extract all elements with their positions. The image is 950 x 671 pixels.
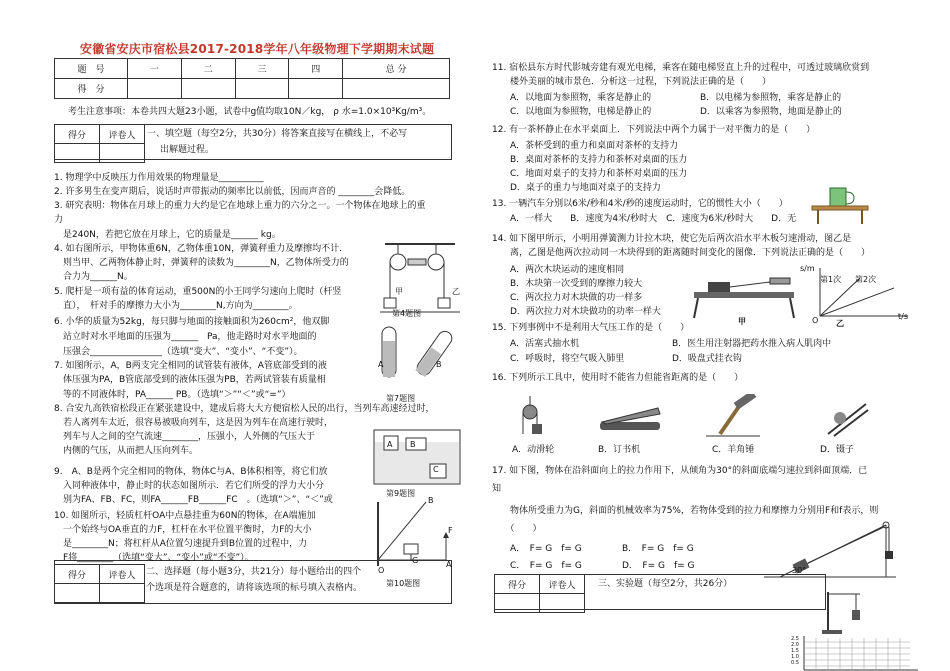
fig10-label: A xyxy=(446,560,452,569)
q14-fig-label: 第2次 xyxy=(855,275,877,284)
q11-stem-2: 楼外美丽的城市景色．分析这一过程，下列说法正确的是（ ） xyxy=(492,77,772,87)
section1-header: 一、填空题（每空2分，共30分）将答案直接写在横线上，不必写 xyxy=(147,129,408,139)
score-cell xyxy=(343,79,450,99)
q14-stem-2: 离，乙图是他两次拉动同一木块得到的距离随时间变化的图像．下列说法正确的是（ ） xyxy=(492,248,871,258)
q14-fig-yi-distance-time-graph xyxy=(812,264,912,324)
score-header-cell: 总 分 xyxy=(343,59,450,79)
fig9-label: B xyxy=(410,440,416,449)
section3-header: 三、实验题（每空2分，共26分） xyxy=(598,579,733,589)
q17-option: B． F= G f= G xyxy=(622,544,694,554)
page-title: 安徽省安庆市宿松县2017-2018学年八年级物理下学期期末试题 xyxy=(80,42,435,56)
q16-stem: 16. 下列所示工具中，使用时不能省力但能省距离的是（ ） xyxy=(492,373,744,383)
q4-line: 4. 如右图所示，甲物体重6N，乙物体重10N，弹簧秤重力及摩擦均不计. xyxy=(54,244,342,254)
section1-header-2: 出解题过程。 xyxy=(160,145,215,155)
score-header-cell: 三 xyxy=(235,59,289,79)
grader-label: 得分 xyxy=(55,125,100,144)
experiment-graph-grid xyxy=(790,634,920,671)
q17-incline-diagram xyxy=(760,515,900,581)
fig7-caption: 第7题图 xyxy=(386,394,416,403)
q16-option: B．订书机 xyxy=(598,445,641,455)
fig7-label: A xyxy=(378,360,384,369)
q7-line-3: 等的不同液体时，PA______ PB。（选填“＞”“＜”或“=”） xyxy=(54,390,291,400)
q14-fig-label: t/s xyxy=(898,312,908,321)
q11-option: C．以地面为参照物，电梯是静止的 xyxy=(510,107,652,117)
q7-line: 7. 如图所示，A，B两支完全相同的试管装有液体，A管底部受到的液 xyxy=(54,361,327,371)
fig9-caption: 第9题图 xyxy=(386,489,416,498)
q5-line: 5. 爬杆是一项有益的体育运动，重500N的小王同学匀速向上爬时（杆竖 xyxy=(54,287,342,297)
section2-header: 二、选择题（每小题3分，共21分）每小题给出的四个 xyxy=(146,567,362,577)
q6-line-2: 站立时对水平地面的压强为______ Pa，他走路时对水平地面的 xyxy=(54,332,317,342)
score-table xyxy=(54,58,450,99)
fig4-caption: 第4题图 xyxy=(392,309,422,318)
q15-option: B．医生用注射器把药水推入病人肌肉中 xyxy=(672,339,832,349)
q11-option: A．以地面为参照物，乘客是静止的 xyxy=(510,93,652,103)
grader-label: 得分 xyxy=(55,565,100,584)
fig9-label: A xyxy=(387,440,393,449)
q14-option: D．两次拉力对木块做功的功率一样大 xyxy=(510,307,661,317)
q8-line-4: 内侧的气压，从而把人压向列车。 xyxy=(54,446,199,456)
q10-line: 10. 如图所示，轻质杠杆OA中点悬挂重为60N的物体，在A端施加 xyxy=(54,511,316,521)
q9-line-2: 入同种液体中，静止时的状态如图所示．若它们所受的浮力大小分 xyxy=(54,481,325,491)
q13-options: A．一样大 B．速度为4米/秒时大 C．速度为6米/秒时大 D．无 xyxy=(510,214,797,224)
q14-option: C．两次拉力对木块做的功一样多 xyxy=(510,293,643,303)
q9-line: 9. A、B是两个完全相同的物体，物体C与A、B体积相等，将它们放 xyxy=(54,467,328,477)
q16-option: A．动滑轮 xyxy=(512,445,555,455)
q8-line: 8. 合安九高铁宿松段正在紧张建设中，建成后将大大方便宿松人民的出行，当列车高速经过时， xyxy=(54,404,435,414)
q12-stem: 12. 有一茶杯静止在水平桌面上．下列说法中两个力属于一对平衡力的是（ ） xyxy=(492,125,816,135)
q12-option: D．桌子的重力与地面对桌子的支持力 xyxy=(510,183,661,193)
q15-stem: 15. 下列事例中不是利用大气压工作的是（ ） xyxy=(492,323,690,333)
q4-line-2: 则当甲、乙两物体静止时，弹簧秤的读数为________N，乙物体所受力的 xyxy=(54,258,349,268)
q14-fig-label: 甲 xyxy=(738,317,746,326)
fig4-label: 乙 xyxy=(452,287,460,296)
q12-option: A．茶杯受到的重力和桌面对茶杯的支持力 xyxy=(510,141,679,151)
grader-label: 得分 xyxy=(495,575,540,594)
q14-fig-label: 乙 xyxy=(836,319,844,328)
graph-tick-label: 2.0 xyxy=(791,642,799,648)
q16-option: C．羊角锤 xyxy=(712,445,755,455)
q12-cup-on-table-image xyxy=(810,186,870,226)
q5-line-2: 直）， 杆对手的摩擦力大小为________N,方向为________。 xyxy=(54,301,298,311)
q1-line: 1. 物理学中反映压力作用效果的物理量是__________ xyxy=(54,173,264,183)
fig4-label: 甲 xyxy=(395,287,403,296)
fig10-label: O xyxy=(378,566,385,575)
q3-line-2: 力 xyxy=(54,215,64,225)
q14-stem: 14. 如下图甲所示，小明用弹簧测力计拉木块，使它先后两次沿水平木板匀速滑动，图乙是 xyxy=(492,234,852,244)
q14-option: A．两次木块运动的速度相同 xyxy=(510,265,625,275)
q8-line-2: 若人离列车太近，很容易被吸向列车，这是因为列车在高速行驶时， xyxy=(54,418,334,428)
stapler-icon xyxy=(600,408,660,430)
grader-label: 评卷人 xyxy=(100,565,145,584)
q3-line-3: 是240N，若把它放在月球上，它的质量是______ kg。 xyxy=(54,230,281,240)
q2-line: 2. 许多男生在变声期后，说话时声带振动的频率比以前低，因而声音的 ________会降低。 xyxy=(54,187,411,197)
q17-stem-4: （ ） xyxy=(492,524,542,534)
q14-fig-label: 第1次 xyxy=(820,275,842,284)
fig10-caption: 第10题图 xyxy=(386,579,421,588)
q6-line: 6. 小华的质量为52kg，每只脚与地面的接触面积为260cm²，他双脚 xyxy=(54,317,330,327)
q17-stem: 17. 如下图，物体在沿斜面向上的拉力作用下，从倾角为30°的斜面底端匀速拉到斜面顶端．已 xyxy=(492,466,868,476)
q14-option: B．木块第一次受到的摩擦力较大 xyxy=(510,279,643,289)
q15-option: C．呼吸时，将空气吸入肺里 xyxy=(510,354,625,364)
q15-option: A．活塞式抽水机 xyxy=(510,339,580,349)
q17-stem-2: 知 xyxy=(492,484,502,494)
q17-angle-label: 30° xyxy=(792,566,807,575)
q17-option: A． F= G f= G xyxy=(510,544,582,554)
score-header-cell: 二 xyxy=(181,59,235,79)
fig10-label: G xyxy=(412,556,419,565)
q10-line-3: 是________N；将杠杆从A位置匀速提升到B位置的过程中，力 xyxy=(54,539,308,549)
pulley-icon xyxy=(523,396,542,434)
q11-option: D．以乘客为参照物，地面是静止的 xyxy=(700,107,842,117)
q14-fig-jia-block-on-board xyxy=(690,262,800,322)
fig10-label: B xyxy=(428,496,434,505)
score-header-cell: 四 xyxy=(289,59,343,79)
experiment-apparatus-image xyxy=(820,590,880,635)
q9-line-3: 别为FA、FB、FC，则FA______FB______FC 。（选填“＞”、“＜”或 xyxy=(54,495,333,505)
q17-option: C． F= G f= G xyxy=(510,561,582,571)
grader-label: 评卷人 xyxy=(100,125,145,144)
tweezers-icon xyxy=(828,404,868,436)
q7-line-2: 体压强为PA，B管底部受到的液体压强为PB，若两试管装有质量相 xyxy=(54,375,326,385)
section2-header-2: 个选项是符合题意的，请将该选项的标号填入表格内。 xyxy=(146,583,363,593)
score-cell xyxy=(235,79,289,99)
fig10-label: F xyxy=(448,526,453,535)
q11-stem: 11. 宿松县东方时代影城旁建有观光电梯，乘客在随电梯竖直上升的过程中，可透过玻璃欣赏到 xyxy=(492,63,870,73)
q11-option: B．以电梯为参照物，乘客是静止的 xyxy=(700,93,842,103)
graph-tick-label: 1.0 xyxy=(791,654,799,660)
score-cell xyxy=(181,79,235,99)
q6-line-3: 压强会________________（选填“变大”、“变小”、“不变”）。 xyxy=(54,347,303,357)
graph-tick-label: 1.5 xyxy=(791,648,799,654)
q17-stem-3: 物体所受重力为G，斜面的机械效率为75%，若物体受到的拉力和摩擦力分别用F和f表示，则 xyxy=(492,506,879,516)
q16-option: D．镊子 xyxy=(820,445,854,455)
score-header-cell: 一 xyxy=(128,59,182,79)
q13-stem: 13. 一辆汽车分别以6米/秒和4米/秒的速度运动时，它的惯性大小（ ） xyxy=(492,199,788,209)
q4-line-3: 合力为______N。 xyxy=(54,272,133,282)
score-cell xyxy=(289,79,343,99)
q8-line-3: 列车与人之间的空气流速________，压强小，人外侧的气压大于 xyxy=(54,432,316,442)
q10-line-4: F将________（选填“变大”、“变小”或“不变”）。 xyxy=(54,553,254,563)
graph-tick-label: 2.5 xyxy=(791,636,799,642)
score-cell xyxy=(128,79,182,99)
fig7-testtubes-diagram xyxy=(372,325,472,385)
grader-label: 评卷人 xyxy=(540,575,585,594)
score-row-label: 得 分 xyxy=(55,79,128,99)
score-header-cell: 题 号 xyxy=(55,59,128,79)
q16-tools-images xyxy=(510,394,910,444)
q14-fig-label: s/m xyxy=(800,264,815,273)
q17-option: D． F= G f= G xyxy=(622,561,695,571)
notice: 考生注意事项：本卷共四大题23小题，试卷中g值均取10N／kg， ρ 水=1.0×10³Kg/m³。 xyxy=(68,107,432,117)
q14-fig-label: O xyxy=(812,316,819,325)
fig9-floating-blocks-diagram xyxy=(372,428,462,486)
q10-line-2: 一个始终与OA垂直的力F，杠杆在水平位置平衡时，力F的大小 xyxy=(54,525,312,535)
q15-option: D．吸盘式挂衣钩 xyxy=(672,354,742,364)
q12-option: B．桌面对茶杯的支持力和茶杯对桌面的压力 xyxy=(510,155,688,165)
graph-tick-label: 0.5 xyxy=(791,660,799,666)
q3-line: 3. 研究表明：物体在月球上的重力大约是它在地球上重力的六分之一。一个物体在地球上的重 xyxy=(54,201,426,211)
claw-hammer-icon xyxy=(706,394,760,436)
fig7-label: B xyxy=(436,360,442,369)
fig9-label: C xyxy=(433,465,439,474)
q12-option: C．地面对桌子的支持力和茶杯对桌面的压力 xyxy=(510,169,688,179)
graph-tick-labels xyxy=(791,636,799,666)
